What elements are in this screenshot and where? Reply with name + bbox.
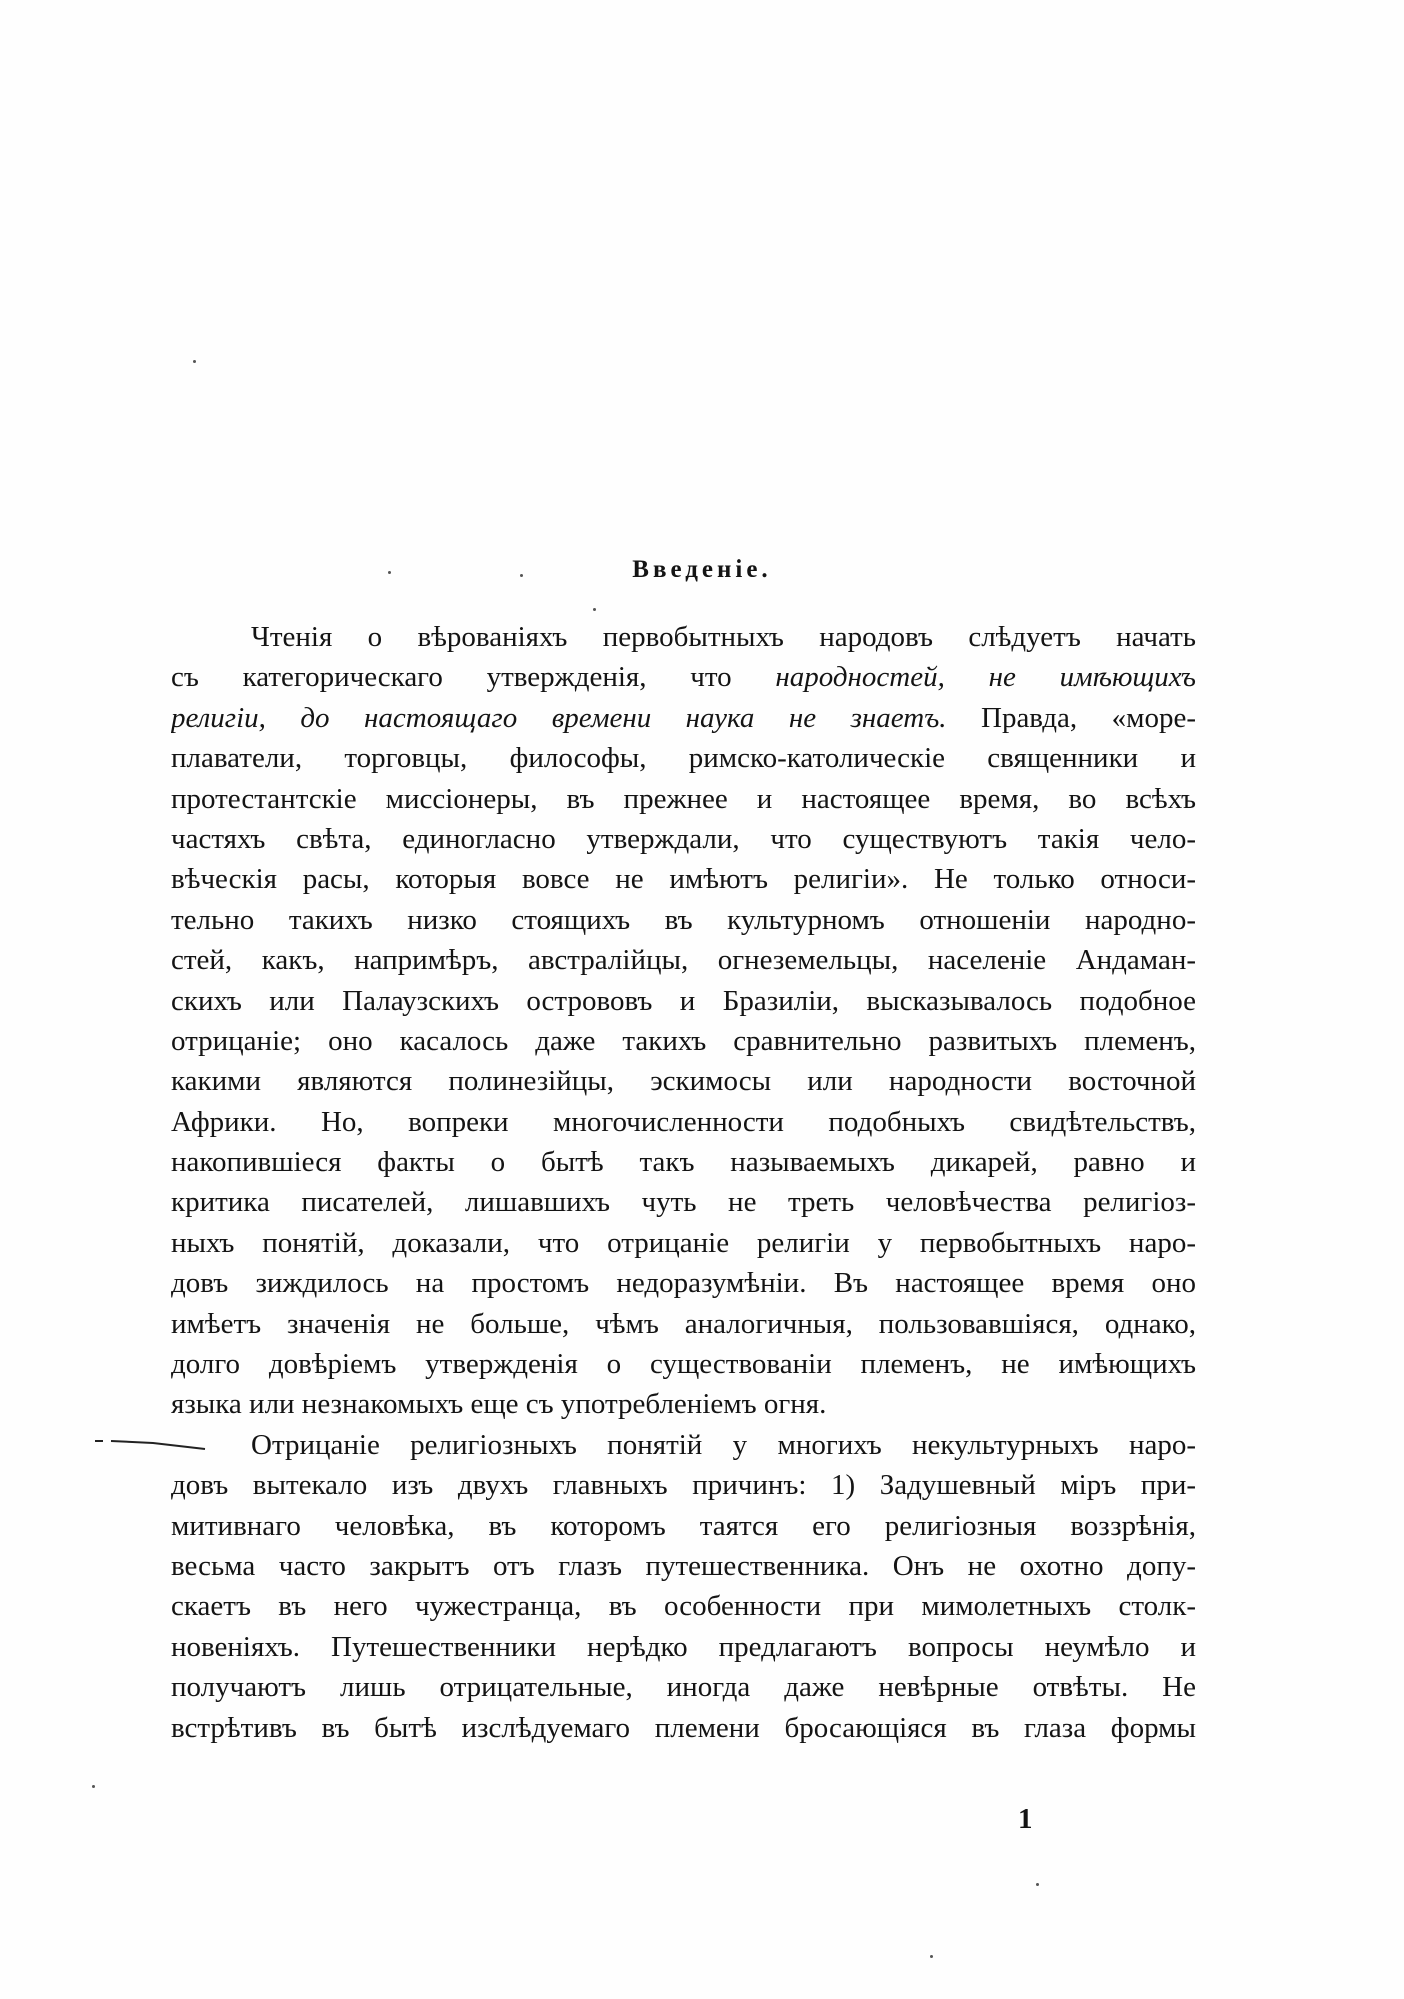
ink-mark xyxy=(93,1435,211,1455)
text-line: имѣетъ значенія не больше, чѣмъ аналогичныя, пользовавшіяся, однако, xyxy=(171,1307,1196,1340)
text-line: Чтенія о вѣрованіяхъ первобытныхъ народовъ слѣдуетъ начать xyxy=(251,621,1196,653)
page-number: 1 xyxy=(1018,1803,1033,1835)
italic-text: религіи, до настоящаго времени наука не знаетъ. xyxy=(171,701,947,734)
text-line: религіи, до настоящаго времени наука не знаетъ. Правда, «море- xyxy=(171,701,1196,734)
text-line: языка или незнакомыхъ еще съ употребленіемъ огня. xyxy=(171,1388,827,1421)
italic-text: народностей, не имѣющихъ xyxy=(775,661,1196,694)
text-line: тельно такихъ низко стоящихъ въ культурномъ отношеніи народно- xyxy=(171,903,1196,936)
text-line: долго довѣріемъ утвержденія о существованіи племенъ, не имѣющихъ xyxy=(171,1348,1196,1381)
scan-speck xyxy=(520,574,523,577)
scan-speck xyxy=(92,1785,95,1788)
scan-speck xyxy=(388,571,391,574)
text-line: стей, какъ, напримѣръ, австралійцы, огнеземельцы, населеніе Андаман- xyxy=(171,944,1196,977)
text-line: критика писателей, лишавшихъ чуть не треть человѣчества религіоз- xyxy=(171,1186,1196,1219)
text-line: отрицаніе; оно касалось даже такихъ сравнительно развитыхъ племенъ, xyxy=(171,1024,1196,1057)
scan-speck xyxy=(1036,1883,1039,1886)
scan-speck xyxy=(193,360,196,363)
text-line: довъ вытекало изъ двухъ главныхъ причинъ: 1) Задушевный міръ при- xyxy=(171,1469,1196,1502)
text-line: какими являются полинезійцы, эскимосы или народности восточной xyxy=(171,1065,1196,1098)
body-text xyxy=(171,617,1196,1748)
text-line: весьма часто закрытъ отъ глазъ путешественника. Онъ не охотно допу- xyxy=(171,1549,1196,1582)
text-line: вѣческія расы, которыя вовсе не имѣютъ религіи». Не только относи- xyxy=(171,863,1196,896)
section-heading: Введеніе. xyxy=(632,556,772,583)
text-line: ныхъ понятій, доказали, что отрицаніе религіи у первобытныхъ наро- xyxy=(171,1226,1196,1259)
text-line: плаватели, торговцы, философы, римско-католическіе священники и xyxy=(171,742,1196,775)
text-line: встрѣтивъ въ бытѣ изслѣдуемаго племени бросающіяся въ глаза формы xyxy=(171,1711,1196,1744)
text-line: накопившіеся факты о бытѣ такъ называемыхъ дикарей, равно и xyxy=(171,1146,1196,1179)
text-line: скаетъ въ него чужестранца, въ особенности при мимолетныхъ столк- xyxy=(171,1590,1196,1623)
text-line: скихъ или Палаузскихъ острововъ и Бразиліи, высказывалось подобное xyxy=(171,984,1196,1017)
text-line: Отрицаніе религіозныхъ понятій у многихъ некультурныхъ наро- xyxy=(251,1428,1196,1461)
text-line: довъ зиждилось на простомъ недоразумѣніи. Въ настоящее время оно xyxy=(171,1267,1196,1300)
text-line: протестантскіе миссіонеры, въ прежнее и настоящее время, во всѣхъ xyxy=(171,782,1196,815)
text-line: новеніяхъ. Путешественники нерѣдко предлагаютъ вопросы неумѣло и xyxy=(171,1630,1196,1663)
text-line: съ категорическаго утвержденія, что народностей, не имѣющихъ xyxy=(171,661,1196,694)
scan-speck xyxy=(930,1955,933,1958)
text-line: Африки. Но, вопреки многочисленности подобныхъ свидѣтельствъ, xyxy=(171,1105,1196,1138)
text-line: получаютъ лишь отрицательные, иногда даже невѣрные отвѣты. Не xyxy=(171,1671,1196,1704)
text-line: частяхъ свѣта, единогласно утверждали, что существуютъ такія чело- xyxy=(171,822,1196,855)
scan-speck xyxy=(593,608,596,611)
text-line: митивнаго человѣка, въ которомъ таятся его религіозныя воззрѣнія, xyxy=(171,1509,1196,1542)
